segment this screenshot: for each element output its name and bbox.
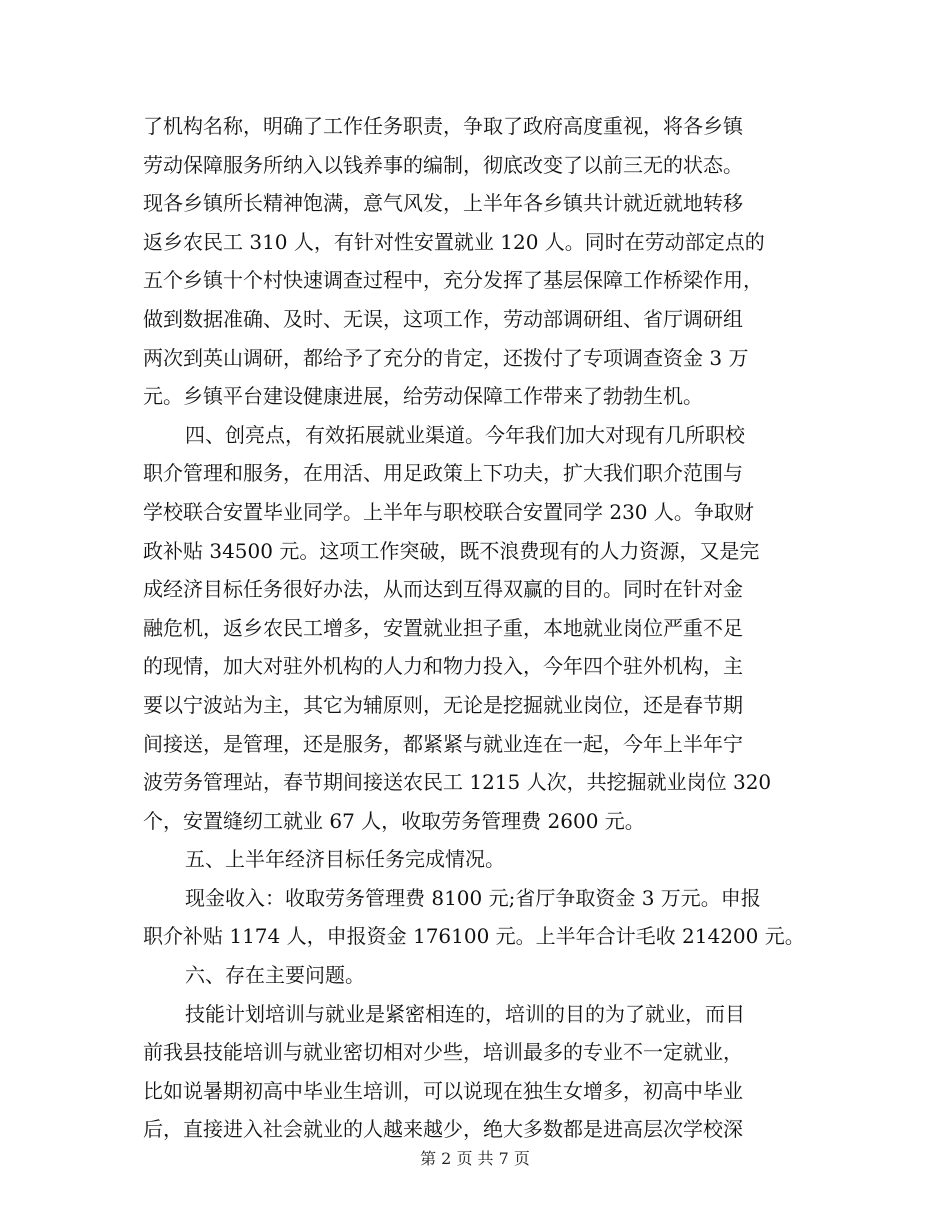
text-line: 元。乡镇平台建设健康进展，给劳动保障工作带来了勃勃生机。 (143, 384, 703, 409)
text-line: 间接送，是管理，还是服务，都紧紧与就业连在一起，今年上半年宁 (143, 731, 743, 756)
text-line: 劳动保障服务所纳入以钱养事的编制，彻底改变了以前三无的状态。 (143, 152, 743, 177)
text-line: 学校联合安置毕业同学。上半年与职校联合安置同学 230 人。争取财 (143, 499, 754, 524)
text-line: 五个乡镇十个村快速调查过程中，充分发挥了基层保障工作桥梁作用， (143, 268, 763, 293)
text-line: 返乡农民工 310 人，有针对性安置就业 120 人。同时在劳动部定点的 (143, 229, 765, 254)
section-heading: 六、存在主要问题。 (185, 963, 365, 988)
text-line: 前我县技能培训与就业密切相对少些，培训最多的专业不一定就业， (143, 1040, 743, 1065)
text-line: 职介补贴 1174 人，申报资金 176100 元。上半年合计毛收 214200 元。 (143, 924, 805, 949)
text-line: 个，安置缝纫工就业 67 人，收取劳务管理费 2600 元。 (143, 808, 645, 833)
section-heading: 五、上半年经济目标任务完成情况。 (185, 847, 505, 872)
text-line: 要以宁波站为主，其它为辅原则，无论是挖掘就业岗位，还是春节期 (143, 692, 743, 717)
text-line: 两次到英山调研，都给予了充分的肯定，还拨付了专项调查资金 3 万 (143, 345, 749, 370)
text-line: 了机构名称，明确了工作任务职责，争取了政府高度重视，将各乡镇 (143, 114, 743, 138)
text-line: 现金收入：收取劳务管理费 8100 元;省厅争取资金 3 万元。申报 (185, 885, 761, 910)
text-line: 现各乡镇所长精神饱满，意气风发，上半年各乡镇共计就近就地转移 (143, 191, 743, 216)
text-line: 政补贴 34500 元。这项工作突破，既不浪费现有的人力资源，又是完 (143, 538, 760, 563)
text-line: 波劳务管理站，春节期间接送农民工 1215 人次，共挖掘就业岗位 320 (143, 770, 772, 795)
page-number: 第 2 页 共 7 页 (420, 1149, 530, 1168)
text-line: 后，直接进入社会就业的人越来越少，绝大多数都是进高层次学校深 (143, 1117, 743, 1142)
text-line: 的现情，加大对驻外机构的人力和物力投入，今年四个驻外机构，主 (143, 654, 743, 679)
text-line: 技能计划培训与就业是紧密相连的，培训的目的为了就业，而目 (185, 1001, 745, 1026)
text-line: 成经济目标任务很好办法，从而达到互得双赢的目的。同时在针对金 (143, 577, 743, 602)
text-line: 比如说暑期初高中毕业生培训，可以说现在独生女增多，初高中毕业 (143, 1078, 743, 1103)
paragraph-heading: 四、创亮点，有效拓展就业渠道。今年我们加大对现有几所职校 (185, 422, 745, 447)
document-body (143, 107, 811, 1149)
text-line: 融危机，返乡农民工增多，安置就业担子重，本地就业岗位严重不足 (143, 615, 743, 640)
text-line: 职介管理和服务，在用活、用足政策上下功夫，扩大我们职介范围与 (143, 461, 743, 486)
text-line: 做到数据准确、及时、无误，这项工作，劳动部调研组、省厅调研组 (143, 306, 743, 331)
